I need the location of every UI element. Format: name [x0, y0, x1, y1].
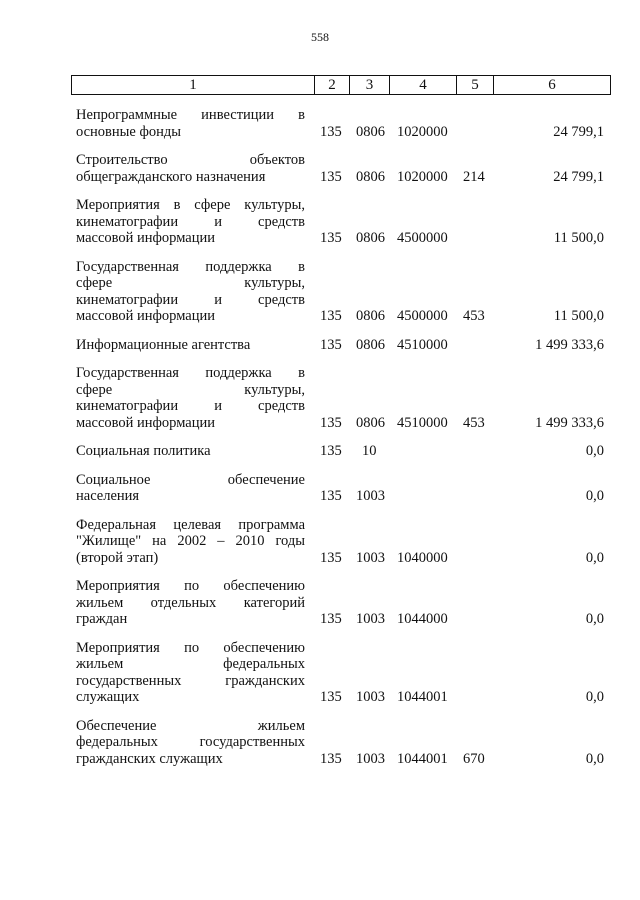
table-row: [76, 718, 606, 768]
section-code: 1003: [356, 488, 385, 504]
table-row: [76, 517, 606, 567]
row-name-line: кинематографии и средств: [76, 213, 305, 230]
table-row: [76, 365, 606, 431]
section-code: 1003: [356, 689, 385, 705]
target-item-code: 4500000: [397, 308, 448, 324]
amount: 11 500,0: [553, 308, 604, 324]
column-header-1: 1: [72, 76, 315, 94]
target-item-code: 4510000: [397, 336, 448, 353]
column-header-4: 4: [390, 76, 457, 94]
section-code: 0806: [356, 336, 385, 353]
target-item-code: 1044001: [397, 750, 448, 767]
section-code: 1003: [356, 549, 385, 566]
target-item-code: 1044001: [397, 689, 448, 705]
row-name-line: Обеспечение жильем: [76, 717, 305, 734]
amount: 11 500,0: [553, 230, 604, 246]
row-codes: [76, 488, 604, 505]
row-name-line: "Жилище" на 2002 – 2010 годы: [76, 533, 305, 549]
target-item-code: 4500000: [397, 230, 448, 246]
expense-type-code: 670: [463, 750, 485, 767]
ministry-code: 135: [320, 750, 342, 767]
row-name-line: государственных гражданских: [76, 672, 305, 689]
table-row: [76, 152, 606, 185]
row-name-line: населения: [76, 488, 140, 504]
budget-table-body: [76, 107, 606, 779]
amount: 0,0: [585, 611, 604, 627]
table-row: [76, 197, 606, 247]
row-name-line: Мероприятия по обеспечению: [76, 639, 305, 656]
expense-type-code: 453: [463, 414, 485, 431]
row-name-line: Мероприятия в сфере культуры,: [76, 197, 305, 213]
table-row: [76, 107, 606, 140]
row-name-line: Мероприятия по обеспечению: [76, 578, 305, 594]
row-codes: [76, 308, 604, 325]
amount: 0,0: [585, 750, 604, 767]
amount: 0,0: [585, 443, 604, 459]
row-name-line: граждан: [76, 611, 128, 627]
row-name-line: кинематографии и средств: [76, 291, 305, 308]
section-code: 1003: [356, 750, 385, 767]
target-item-code: 1040000: [397, 549, 448, 566]
table-row: [76, 337, 606, 354]
row-name-line: кинематографии и средств: [76, 398, 305, 414]
row-codes: [76, 415, 604, 432]
row-name-line: Строительство объектов: [76, 152, 305, 168]
row-codes: [76, 550, 604, 567]
row-name-line: Государственная поддержка в: [76, 365, 305, 381]
column-header-row: [71, 75, 611, 95]
section-code: 10: [362, 443, 377, 459]
ministry-code: 135: [320, 123, 342, 140]
row-name-line: (второй этап): [76, 549, 159, 566]
amount: 0,0: [585, 549, 604, 566]
target-item-code: 4510000: [397, 414, 448, 431]
row-codes: [76, 689, 604, 706]
column-header-2: 2: [315, 76, 350, 94]
ministry-code: 135: [320, 414, 342, 431]
target-item-code: 1044000: [397, 611, 448, 627]
row-name-line: Социальное обеспечение: [76, 471, 305, 488]
row-name-line: массовой информации: [76, 308, 216, 324]
row-codes: [76, 611, 604, 628]
ministry-code: 135: [320, 689, 342, 705]
row-name-line: сфере культуры,: [76, 381, 305, 398]
amount: 24 799,1: [553, 123, 604, 140]
row-name-line: Федеральная целевая программа: [76, 516, 305, 533]
column-header-6: 6: [548, 77, 556, 93]
ministry-code: 135: [320, 611, 342, 627]
table-row: [76, 259, 606, 325]
column-header-5: 5: [457, 76, 494, 94]
table-row: [76, 578, 606, 628]
section-code: 0806: [356, 414, 385, 431]
table-row: [76, 640, 606, 706]
ministry-code: 135: [320, 443, 342, 459]
expense-type-code: 214: [463, 168, 485, 185]
ministry-code: 135: [320, 230, 342, 246]
row-codes: [76, 751, 604, 768]
row-name-line: Государственная поддержка в: [76, 258, 305, 275]
amount: 1 499 333,6: [535, 336, 604, 353]
section-code: 0806: [356, 230, 385, 246]
section-code: 0806: [356, 308, 385, 324]
amount: 24 799,1: [553, 168, 604, 185]
section-code: 0806: [356, 123, 385, 140]
row-name-line: массовой информации: [76, 414, 216, 431]
row-name-line: служащих: [76, 689, 140, 705]
row-name-line: гражданских служащих: [76, 750, 223, 767]
row-name-line: Информационные агентства: [76, 336, 251, 353]
section-code: 0806: [356, 168, 385, 185]
table-row: [76, 443, 606, 460]
row-codes: [76, 169, 604, 186]
row-codes: [76, 443, 604, 460]
ministry-code: 135: [320, 168, 342, 185]
row-name-line: Социальная политика: [76, 443, 211, 459]
row-name-line: жильем федеральных: [76, 656, 305, 672]
row-codes: [76, 230, 604, 247]
column-header-3: 3: [350, 76, 390, 94]
ministry-code: 135: [320, 488, 342, 504]
amount: 0,0: [585, 689, 604, 705]
row-codes: [76, 124, 604, 141]
target-item-code: 1020000: [397, 123, 448, 140]
row-name-line: массовой информации: [76, 230, 216, 246]
row-name-line: жильем отдельных категорий: [76, 594, 305, 611]
ministry-code: 135: [320, 549, 342, 566]
amount: 1 499 333,6: [535, 414, 604, 431]
row-name-line: федеральных государственных: [76, 734, 305, 750]
table-row: [76, 472, 606, 505]
section-code: 1003: [356, 611, 385, 627]
row-name-line: сфере культуры,: [76, 275, 305, 291]
ministry-code: 135: [320, 308, 342, 324]
row-name-line: основные фонды: [76, 123, 181, 140]
row-name-line: общегражданского назначения: [76, 168, 266, 185]
row-codes: [76, 337, 604, 354]
target-item-code: 1020000: [397, 168, 448, 185]
page-number: 558: [311, 30, 329, 44]
ministry-code: 135: [320, 336, 342, 353]
row-name-line: Непрограммные инвестиции в: [76, 107, 305, 123]
amount: 0,0: [585, 488, 604, 504]
expense-type-code: 453: [463, 308, 485, 324]
